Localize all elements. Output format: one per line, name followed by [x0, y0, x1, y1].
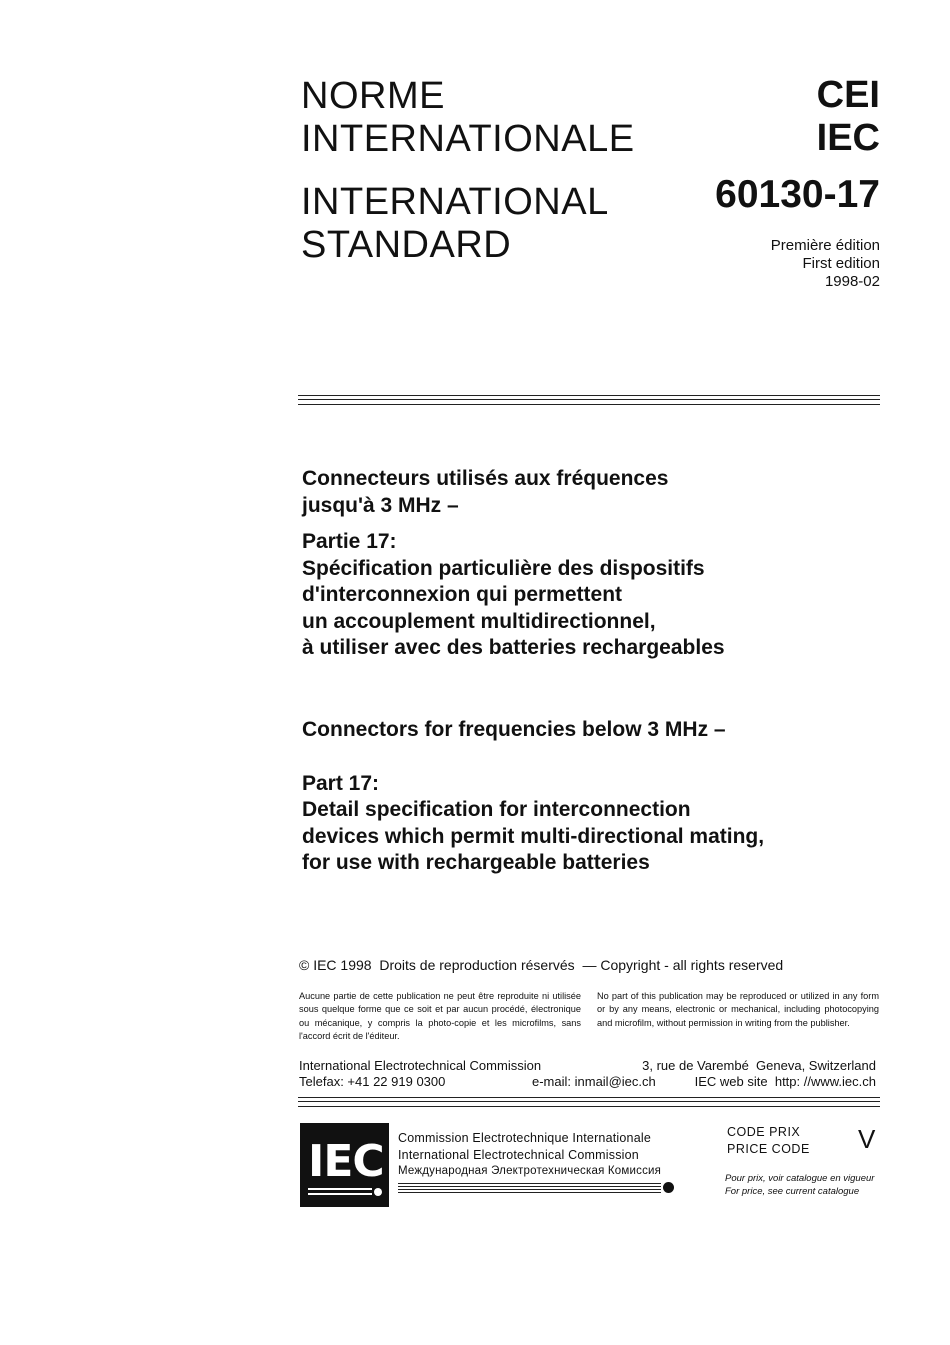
fr-part: Partie 17:	[302, 530, 397, 553]
org-names	[398, 1130, 661, 1180]
title-fr-line1: NORME	[301, 75, 445, 117]
title-en-line1: INTERNATIONAL	[301, 181, 609, 223]
subject-french	[302, 466, 902, 662]
fr-desc-line2: d'interconnexion qui permettent	[302, 583, 623, 606]
fr-desc-line3: un accouplement multidirectionnel,	[302, 609, 656, 633]
fr-title-line2: jusqu'à 3 MHz –	[302, 493, 459, 517]
title-french	[301, 75, 635, 161]
divider-rule-bottom	[298, 1097, 880, 1107]
iec-logo-emblem	[308, 1136, 384, 1191]
price-code-value: V	[858, 1124, 876, 1154]
price-note	[725, 1172, 874, 1198]
fr-title-line1: Connecteurs utilisés aux fréquences	[302, 467, 669, 490]
contact-web[interactable]: IEC web site http: //www.iec.ch	[694, 1074, 876, 1089]
price-code-label-en: PRICE CODE	[727, 1142, 810, 1156]
contact-org: International Electrotechnical Commission	[299, 1058, 542, 1073]
en-title: Connectors for frequencies below 3 MHz –	[302, 718, 726, 741]
edition-date: 1998-02	[824, 273, 880, 290]
en-desc-line2: devices which permit multi-directional mating,	[302, 824, 765, 848]
org-bullet-icon	[663, 1182, 674, 1193]
copyright-text-fr: Aucune partie de cette publication ne peut être reproduite ni utilisée sous quelque forme que ce soit et par aucun procédé, électronique ou mécanique, y compris la photo-copie et les microfilms, sans l'accord écrit de l'éditeur.	[299, 991, 581, 1041]
iec-logo-text: IEC	[308, 1136, 384, 1187]
iec-logo	[300, 1123, 389, 1207]
code-iec: IEC	[816, 117, 880, 159]
fr-desc-line4: à utiliser avec des batteries rechargeables	[302, 636, 725, 659]
copyright-line: © IEC 1998 Droits de reproduction réservés — Copyright - all rights reserved	[299, 957, 784, 973]
price-note-fr: Pour prix, voir catalogue en vigueur	[725, 1173, 875, 1184]
en-part: Part 17:	[302, 771, 380, 795]
edition-info	[771, 237, 880, 291]
fr-desc-line1: Spécification particulière des dispositifs	[302, 556, 705, 580]
copyright-text-en: No part of this publication may be reproduced or utilized in any form or by any means, electronic or mechanical, including photocopying and microfilm, without permission in writing from the publisher.	[597, 991, 879, 1028]
price-code-label	[727, 1124, 810, 1158]
en-desc-line3: for use with rechargeable batteries	[302, 851, 650, 874]
org-name-en: International Electrotechnical Commission	[398, 1147, 639, 1162]
standard-code	[817, 74, 880, 160]
org-underline	[398, 1183, 661, 1194]
edition-en: First edition	[802, 255, 880, 272]
org-name-ru: Международная Электротехническая Комиссия	[398, 1165, 662, 1177]
standard-number: 60130-17	[715, 173, 880, 216]
title-fr-line2: INTERNATIONALE	[301, 118, 635, 160]
title-english	[301, 181, 609, 267]
contact-fax: Telefax: +41 22 919 0300	[299, 1074, 446, 1089]
en-desc-line1: Detail specification for interconnection	[302, 798, 691, 821]
divider-rule-top	[298, 395, 880, 405]
code-prix-label: CODE PRIX	[727, 1125, 801, 1139]
contact-address: 3, rue de Varembé Geneva, Switzerland	[642, 1058, 876, 1073]
title-en-line2: STANDARD	[301, 224, 512, 266]
code-cei: CEI	[816, 74, 880, 116]
contact-email[interactable]: e-mail: inmail@iec.ch	[532, 1074, 656, 1089]
org-name-fr: Commission Electrotechnique Internationale	[398, 1131, 651, 1145]
subject-english	[302, 717, 902, 877]
price-note-en: For price, see current catalogue	[725, 1186, 860, 1197]
edition-fr: Première édition	[770, 237, 880, 254]
